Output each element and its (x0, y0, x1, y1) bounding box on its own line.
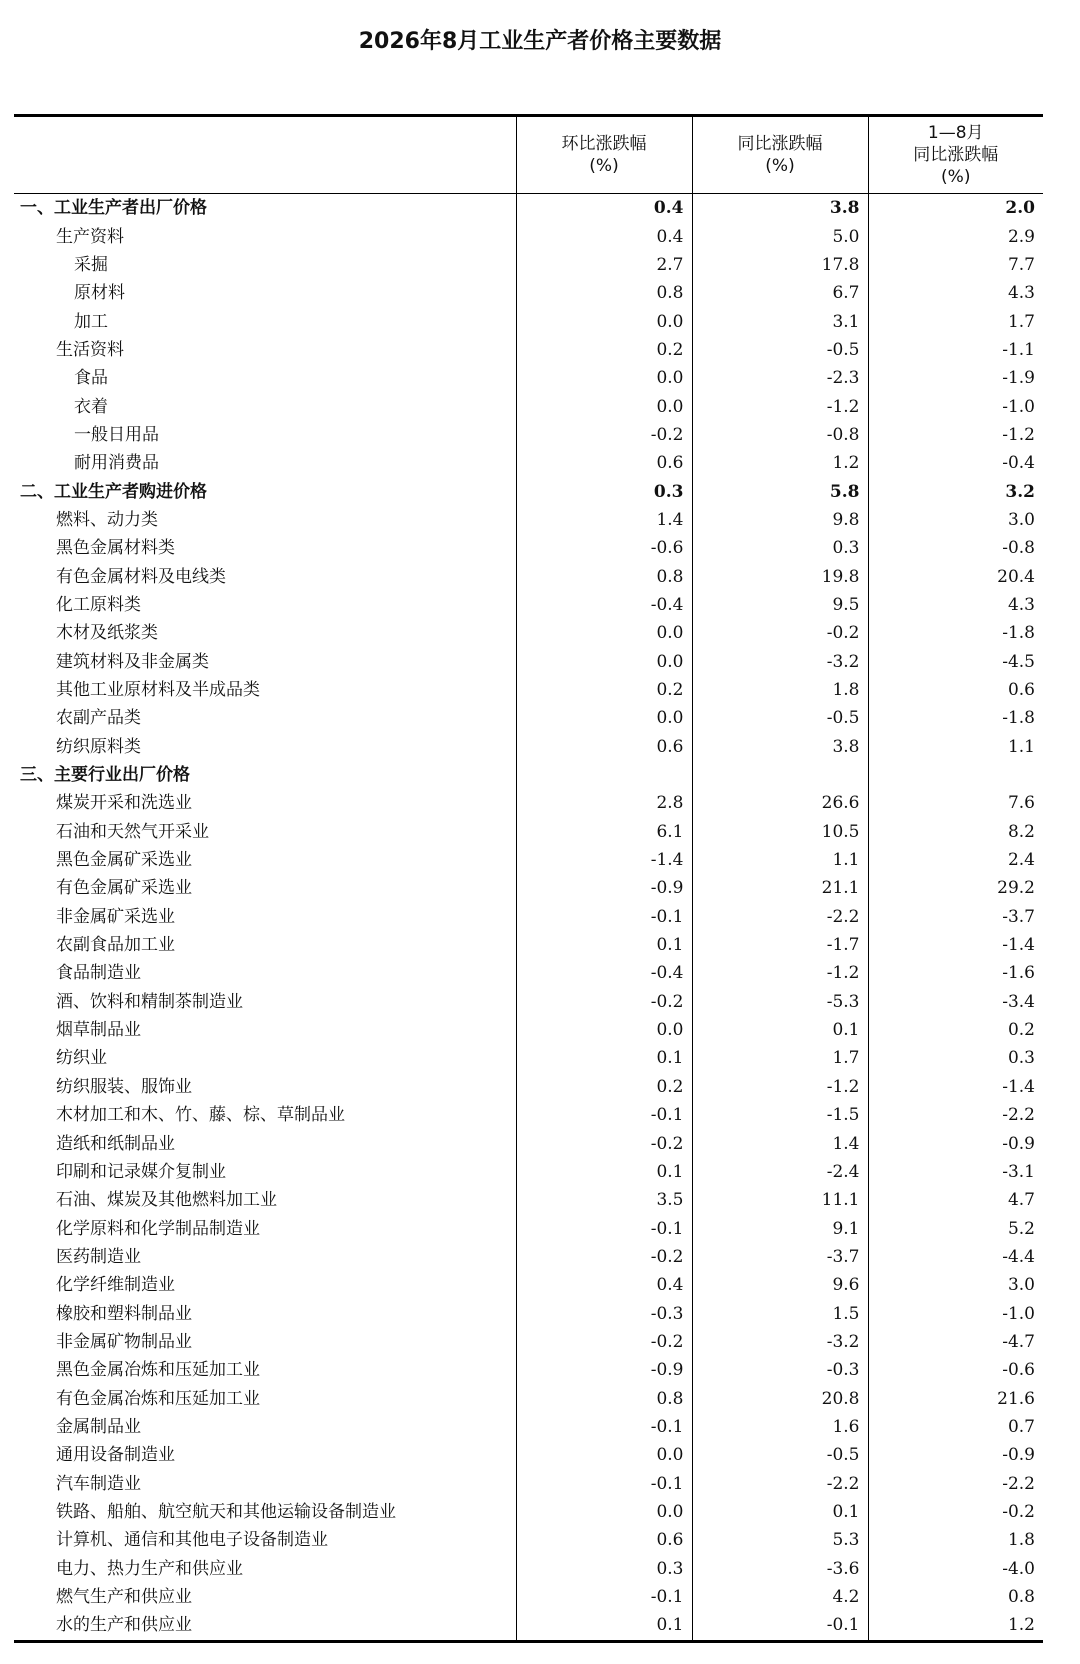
table-row (14, 279, 1043, 307)
page-title: 2026年8月工业生产者价格主要数据 (358, 29, 722, 54)
cell-yoy: 1.7 (692, 1044, 868, 1072)
cell-yoy: 5.0 (692, 222, 868, 250)
cell-ytd: -4.5 (868, 648, 1043, 676)
cell-yoy: 0.1 (692, 1498, 868, 1526)
cell-mom: 3.5 (516, 1186, 692, 1214)
cell-ytd: -3.4 (868, 988, 1043, 1016)
cell-yoy: 9.8 (692, 506, 868, 534)
table-row (14, 421, 1043, 449)
cell-mom: -0.4 (516, 591, 692, 619)
cell-mom: 0.8 (516, 562, 692, 590)
cell-yoy: -1.2 (692, 392, 868, 420)
table-row (14, 194, 1043, 223)
cell-yoy: 1.4 (692, 1129, 868, 1157)
cell-yoy: -0.8 (692, 421, 868, 449)
table-row (14, 1413, 1043, 1441)
table-row (14, 676, 1043, 704)
cell-ytd (868, 761, 1043, 789)
cell-yoy: 9.5 (692, 591, 868, 619)
row-label: 橡胶和塑料制品业 (56, 1303, 192, 1324)
cell-mom: 0.6 (516, 449, 692, 477)
row-label: 建筑材料及非金属类 (56, 651, 209, 672)
cell-mom: 0.2 (516, 676, 692, 704)
cell-mom: -1.4 (516, 846, 692, 874)
row-label: 采掘 (74, 254, 108, 275)
cell-mom: -0.1 (516, 1413, 692, 1441)
row-label: 石油、煤炭及其他燃料加工业 (56, 1190, 277, 1211)
cell-ytd: -1.8 (868, 619, 1043, 647)
row-label: 燃料、动力类 (56, 509, 158, 530)
cell-mom: 0.0 (516, 1498, 692, 1526)
cell-ytd: -1.4 (868, 1073, 1043, 1101)
table-row (14, 1299, 1043, 1327)
table-row (14, 733, 1043, 761)
header-mom-line: 环比涨跌幅 (561, 134, 647, 154)
row-label: 衣着 (74, 396, 108, 417)
cell-ytd: 3.0 (868, 506, 1043, 534)
cell-yoy (692, 761, 868, 789)
cell-ytd: 2.4 (868, 846, 1043, 874)
cell-mom: -0.1 (516, 1101, 692, 1129)
row-label: 燃气生产和供应业 (56, 1587, 192, 1608)
header-category (14, 116, 516, 194)
cell-yoy: -0.5 (692, 336, 868, 364)
table-row (14, 1101, 1043, 1129)
cell-yoy: 17.8 (692, 251, 868, 279)
cell-ytd: 0.8 (868, 1583, 1043, 1611)
table-row (14, 874, 1043, 902)
table-row (14, 562, 1043, 590)
table-row (14, 1469, 1043, 1497)
cell-mom: 0.4 (516, 194, 692, 223)
cell-yoy: 21.1 (692, 874, 868, 902)
cell-mom: 0.8 (516, 1384, 692, 1412)
cell-ytd: 7.6 (868, 789, 1043, 817)
cell-yoy: 4.2 (692, 1583, 868, 1611)
cell-yoy: 9.6 (692, 1271, 868, 1299)
row-label: 铁路、船舶、航空航天和其他运输设备制造业 (56, 1501, 396, 1522)
table-row (14, 619, 1043, 647)
cell-yoy: 1.2 (692, 449, 868, 477)
cell-yoy: 5.3 (692, 1526, 868, 1554)
cell-ytd: 8.2 (868, 818, 1043, 846)
table-body (14, 194, 1043, 1642)
cell-ytd: 0.7 (868, 1413, 1043, 1441)
cell-ytd: -0.9 (868, 1129, 1043, 1157)
table-row (14, 1441, 1043, 1469)
cell-yoy: -3.2 (692, 648, 868, 676)
row-label: 黑色金属材料类 (56, 538, 175, 559)
cell-yoy: 26.6 (692, 789, 868, 817)
row-label: 黑色金属矿采选业 (56, 850, 192, 871)
table-row (14, 903, 1043, 931)
row-label: 生活资料 (56, 339, 124, 360)
cell-yoy: 11.1 (692, 1186, 868, 1214)
header-mom-unit: (%) (589, 156, 619, 176)
header-yoy-line: 同比涨跌幅 (737, 134, 823, 154)
cell-yoy: -1.2 (692, 1073, 868, 1101)
row-label: 有色金属矿采选业 (56, 878, 192, 899)
cell-yoy: 9.1 (692, 1214, 868, 1242)
cell-mom: -0.1 (516, 1214, 692, 1242)
cell-mom: -0.2 (516, 1243, 692, 1271)
row-label: 有色金属材料及电线类 (56, 566, 226, 587)
row-label: 黑色金属冶炼和压延加工业 (56, 1360, 260, 1381)
cell-ytd: -4.0 (868, 1555, 1043, 1583)
header-ytd-unit: (%) (941, 167, 971, 187)
cell-yoy: -3.7 (692, 1243, 868, 1271)
cell-mom: 0.4 (516, 222, 692, 250)
row-label: 一般日用品 (74, 424, 159, 445)
cell-ytd: 20.4 (868, 562, 1043, 590)
cell-yoy: -0.5 (692, 704, 868, 732)
cell-yoy: 6.7 (692, 279, 868, 307)
cell-mom: 0.0 (516, 392, 692, 420)
cell-mom: 0.1 (516, 1611, 692, 1641)
cell-ytd: 2.9 (868, 222, 1043, 250)
cell-mom: 0.0 (516, 307, 692, 335)
cell-ytd: 1.1 (868, 733, 1043, 761)
cell-ytd: -0.8 (868, 534, 1043, 562)
row-label: 通用设备制造业 (56, 1445, 175, 1466)
row-label: 农副食品加工业 (56, 935, 175, 956)
row-label: 印刷和记录媒介复制业 (56, 1161, 226, 1182)
cell-yoy: 20.8 (692, 1384, 868, 1412)
row-label: 水的生产和供应业 (14, 1611, 516, 1641)
cell-mom: 0.3 (516, 477, 692, 505)
cell-ytd: 0.6 (868, 676, 1043, 704)
table-row (14, 364, 1043, 392)
table-row (14, 534, 1043, 562)
row-label: 有色金属冶炼和压延加工业 (56, 1388, 260, 1409)
row-label: 酒、饮料和精制茶制造业 (56, 991, 243, 1012)
cell-ytd: 0.2 (868, 1016, 1043, 1044)
row-label: 农副产品类 (56, 708, 141, 729)
cell-yoy: -2.2 (692, 903, 868, 931)
table-row (14, 1384, 1043, 1412)
header-ytd (868, 116, 1043, 194)
cell-mom: -0.9 (516, 1356, 692, 1384)
cell-yoy: -1.5 (692, 1101, 868, 1129)
cell-ytd: -4.7 (868, 1328, 1043, 1356)
cell-mom: 2.7 (516, 251, 692, 279)
table-row (14, 591, 1043, 619)
cell-ytd: -1.0 (868, 392, 1043, 420)
cell-yoy: 3.1 (692, 307, 868, 335)
row-label: 耐用消费品 (74, 453, 159, 474)
header-yoy-unit: (%) (765, 156, 795, 176)
row-label: 二、工业生产者购进价格 (20, 481, 207, 502)
cell-mom: 0.0 (516, 704, 692, 732)
row-label: 木材加工和木、竹、藤、棕、草制品业 (56, 1105, 345, 1126)
cell-yoy: -1.7 (692, 931, 868, 959)
row-label: 化工原料类 (56, 594, 141, 615)
cell-yoy: 10.5 (692, 818, 868, 846)
table-row (14, 1271, 1043, 1299)
row-label: 电力、热力生产和供应业 (56, 1558, 243, 1579)
table-row (14, 1583, 1043, 1611)
cell-yoy: 3.8 (692, 733, 868, 761)
table-row (14, 1498, 1043, 1526)
row-label: 一、工业生产者出厂价格 (20, 198, 207, 219)
table-row (14, 648, 1043, 676)
cell-yoy: 19.8 (692, 562, 868, 590)
row-label: 金属制品业 (56, 1416, 141, 1437)
cell-ytd: 29.2 (868, 874, 1043, 902)
cell-ytd: 1.8 (868, 1526, 1043, 1554)
cell-yoy: -5.3 (692, 988, 868, 1016)
row-label: 煤炭开采和洗选业 (56, 793, 192, 814)
table-row (14, 761, 1043, 789)
cell-mom: -0.4 (516, 959, 692, 987)
table-row (14, 222, 1043, 250)
cell-ytd: -1.2 (868, 421, 1043, 449)
cell-mom: 0.1 (516, 1158, 692, 1186)
table-row (14, 449, 1043, 477)
table-row (14, 1356, 1043, 1384)
cell-mom: 0.0 (516, 1016, 692, 1044)
cell-mom: -0.1 (516, 1583, 692, 1611)
table-row (14, 1158, 1043, 1186)
cell-mom: -0.2 (516, 421, 692, 449)
cell-yoy: 1.6 (692, 1413, 868, 1441)
cell-yoy: -0.3 (692, 1356, 868, 1384)
cell-ytd: 5.2 (868, 1214, 1043, 1242)
cell-ytd: -3.1 (868, 1158, 1043, 1186)
cell-mom (516, 761, 692, 789)
cell-mom: -0.1 (516, 1469, 692, 1497)
row-label: 生产资料 (56, 226, 124, 247)
cell-ytd: -1.6 (868, 959, 1043, 987)
table-row (14, 1214, 1043, 1242)
cell-yoy: 0.3 (692, 534, 868, 562)
row-label: 计算机、通信和其他电子设备制造业 (56, 1530, 328, 1551)
data-table (14, 114, 1043, 1643)
table-row (14, 1243, 1043, 1271)
cell-yoy: -3.6 (692, 1555, 868, 1583)
cell-ytd: -0.9 (868, 1441, 1043, 1469)
cell-mom: -0.1 (516, 903, 692, 931)
cell-mom: -0.9 (516, 874, 692, 902)
cell-ytd: 3.2 (868, 477, 1043, 505)
cell-ytd: 7.7 (868, 251, 1043, 279)
cell-ytd: 4.7 (868, 1186, 1043, 1214)
cell-ytd: 3.0 (868, 1271, 1043, 1299)
cell-mom: -0.2 (516, 1328, 692, 1356)
row-label: 化学原料和化学制品制造业 (56, 1218, 260, 1239)
cell-yoy: 1.8 (692, 676, 868, 704)
cell-mom: 0.1 (516, 931, 692, 959)
row-label: 纺织原料类 (56, 736, 141, 757)
cell-mom: 0.3 (516, 1555, 692, 1583)
cell-mom: 0.6 (516, 733, 692, 761)
header-yoy (692, 116, 868, 194)
row-label: 造纸和纸制品业 (56, 1133, 175, 1154)
cell-yoy: -1.2 (692, 959, 868, 987)
table-row (14, 988, 1043, 1016)
table-row (14, 1186, 1043, 1214)
cell-ytd: -1.1 (868, 336, 1043, 364)
row-label: 烟草制品业 (56, 1020, 141, 1041)
header-ytd-line: 同比涨跌幅 (913, 145, 999, 165)
cell-ytd: -0.4 (868, 449, 1043, 477)
row-label: 石油和天然气开采业 (56, 821, 209, 842)
table-row (14, 392, 1043, 420)
cell-ytd: -2.2 (868, 1469, 1043, 1497)
cell-ytd: 1.7 (868, 307, 1043, 335)
table-row (14, 959, 1043, 987)
cell-mom: 0.1 (516, 1044, 692, 1072)
cell-ytd: -4.4 (868, 1243, 1043, 1271)
header-mom (516, 116, 692, 194)
table-row (14, 1016, 1043, 1044)
table-row (14, 1328, 1043, 1356)
row-label: 非金属矿采选业 (56, 906, 175, 927)
table-row (14, 336, 1043, 364)
cell-mom: 6.1 (516, 818, 692, 846)
cell-mom: 0.0 (516, 619, 692, 647)
cell-mom: 0.0 (516, 648, 692, 676)
table-row (14, 251, 1043, 279)
cell-mom: 0.2 (516, 336, 692, 364)
row-label: 非金属矿物制品业 (56, 1331, 192, 1352)
table-row (14, 789, 1043, 817)
cell-mom: -0.6 (516, 534, 692, 562)
cell-yoy: 1.5 (692, 1299, 868, 1327)
cell-ytd: -1.8 (868, 704, 1043, 732)
row-label: 汽车制造业 (56, 1473, 141, 1494)
table-row (14, 704, 1043, 732)
cell-mom: 0.8 (516, 279, 692, 307)
cell-mom: 1.4 (516, 506, 692, 534)
row-label: 三、主要行业出厂价格 (20, 765, 190, 786)
table-row (14, 477, 1043, 505)
cell-yoy: -0.2 (692, 619, 868, 647)
row-label: 纺织服装、服饰业 (56, 1076, 192, 1097)
row-label: 食品制造业 (56, 963, 141, 984)
table-row (14, 931, 1043, 959)
cell-mom: 0.4 (516, 1271, 692, 1299)
cell-yoy: -0.1 (692, 1611, 868, 1641)
cell-ytd: -1.9 (868, 364, 1043, 392)
cell-ytd: -1.4 (868, 931, 1043, 959)
header-ytd-period: 1—8月 (927, 123, 984, 143)
cell-mom: -0.2 (516, 1129, 692, 1157)
cell-mom: -0.3 (516, 1299, 692, 1327)
cell-mom: 0.0 (516, 364, 692, 392)
row-label: 加工 (74, 311, 108, 332)
cell-ytd: 21.6 (868, 1384, 1043, 1412)
table-row (14, 1611, 1043, 1641)
cell-mom: -0.2 (516, 988, 692, 1016)
table-row (14, 1044, 1043, 1072)
cell-ytd: -3.7 (868, 903, 1043, 931)
cell-yoy: -2.2 (692, 1469, 868, 1497)
cell-ytd: -0.2 (868, 1498, 1043, 1526)
cell-ytd: -2.2 (868, 1101, 1043, 1129)
cell-yoy: -0.5 (692, 1441, 868, 1469)
cell-ytd: 2.0 (868, 194, 1043, 223)
table-row (14, 846, 1043, 874)
table-row (14, 1526, 1043, 1554)
cell-yoy: 0.1 (692, 1016, 868, 1044)
row-label: 化学纤维制造业 (56, 1275, 175, 1296)
cell-yoy: -3.2 (692, 1328, 868, 1356)
table-row (14, 1073, 1043, 1101)
header-row (14, 116, 1043, 194)
cell-ytd: 4.3 (868, 591, 1043, 619)
table-row (14, 307, 1043, 335)
row-label: 原材料 (74, 283, 125, 304)
table-row (14, 818, 1043, 846)
cell-mom: 0.0 (516, 1441, 692, 1469)
row-label: 其他工业原材料及半成品类 (56, 680, 260, 701)
row-label: 纺织业 (56, 1048, 107, 1069)
cell-ytd: -0.6 (868, 1356, 1043, 1384)
cell-ytd: -1.0 (868, 1299, 1043, 1327)
table-row (14, 506, 1043, 534)
row-label: 医药制造业 (56, 1246, 141, 1267)
cell-yoy: -2.4 (692, 1158, 868, 1186)
cell-mom: 2.8 (516, 789, 692, 817)
cell-mom: 0.6 (516, 1526, 692, 1554)
row-label: 木材及纸浆类 (56, 623, 158, 644)
cell-ytd: 0.3 (868, 1044, 1043, 1072)
table-row (14, 1555, 1043, 1583)
cell-ytd: 4.3 (868, 279, 1043, 307)
cell-ytd: 1.2 (868, 1611, 1043, 1641)
cell-yoy: -2.3 (692, 364, 868, 392)
table-row (14, 1129, 1043, 1157)
cell-yoy: 3.8 (692, 194, 868, 223)
cell-yoy: 5.8 (692, 477, 868, 505)
row-label: 食品 (74, 368, 108, 389)
cell-yoy: 1.1 (692, 846, 868, 874)
cell-mom: 0.2 (516, 1073, 692, 1101)
